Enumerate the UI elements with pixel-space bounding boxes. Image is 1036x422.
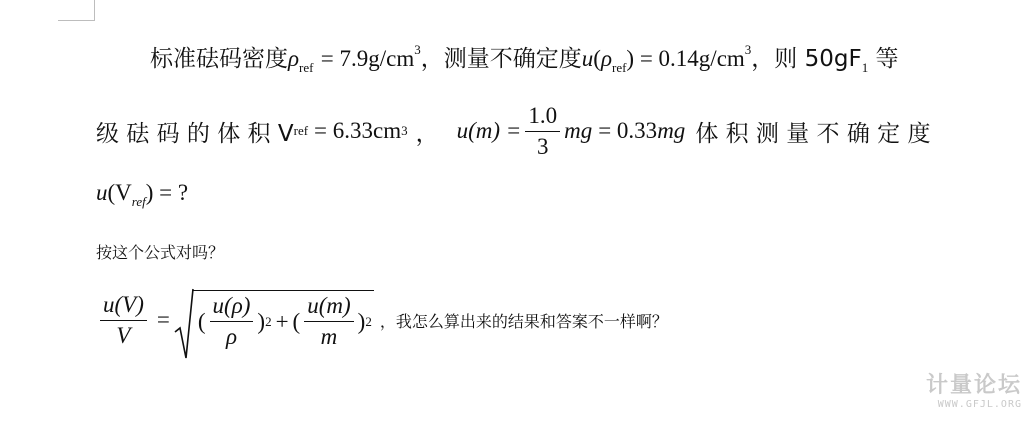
exponent-2: 2 xyxy=(265,313,272,329)
text-comma: ， xyxy=(415,120,439,147)
term1-numerator: u(ρ) xyxy=(210,293,254,322)
plus-sign: + xyxy=(275,308,289,334)
exponent-2-2: 2 xyxy=(365,313,372,329)
fraction-one-third xyxy=(525,103,560,160)
fraction-denominator: 3 xyxy=(536,133,549,159)
text-grade: 等 xyxy=(875,46,899,72)
subscript-ref: ref xyxy=(299,60,314,75)
watermark xyxy=(926,368,1022,410)
symbol-u-2: u xyxy=(96,180,108,205)
value-density: = 7.9g/cm xyxy=(320,46,415,71)
fraction-uV-V xyxy=(100,292,147,349)
radical-sign-icon xyxy=(174,288,194,360)
term1-denominator: ρ xyxy=(225,324,237,349)
text-then-50g: ，则 50gF xyxy=(751,46,862,72)
value-volume: = 6.33cm xyxy=(314,118,402,143)
question-text: 按这个公式对吗？ xyxy=(96,243,225,262)
lhs-numerator: u(V) xyxy=(100,292,147,321)
fraction-numerator: 1.0 xyxy=(525,103,560,132)
formula-line xyxy=(96,284,668,356)
subscript-ref-italic: ref xyxy=(131,194,146,209)
problem-line-1: 标准砝码密度$\rho_{ref} = 7.9g/cm^3$，测量不确定度$u(\rho_{ref}) = 0.14g/cm^3$，则 $50gF_1$ 等 xyxy=(150,42,899,75)
value-uncertainty: ) = 0.14g/cm xyxy=(626,46,745,71)
text-volume-uncertainty: 体 积 测 量 不 确 定 度 xyxy=(695,120,931,147)
term2-numerator: u(m) xyxy=(304,293,353,322)
symbol-rho: ρ xyxy=(288,46,300,71)
lhs-denominator: V xyxy=(116,322,131,348)
expr-u-m: u(m) = xyxy=(456,118,522,143)
text-equals-question: ) = ? xyxy=(145,180,189,205)
superscript-3-2: 3 xyxy=(744,42,752,57)
formula-comment: ，我怎么算出来的结果和答案不一样啊？ xyxy=(379,311,668,331)
term2-denominator: m xyxy=(320,324,338,349)
subscript-1: 1 xyxy=(861,60,869,75)
value-033: = 0.33 xyxy=(598,118,658,143)
symbol-V: (V xyxy=(107,180,132,205)
watermark-url: WWW.GFJL.ORG xyxy=(937,399,1022,410)
fraction-u-m xyxy=(304,293,353,350)
page-corner-mark xyxy=(58,0,95,21)
text-standard-weight-density: 标准砝码密度 xyxy=(150,46,288,72)
symbol-u: u xyxy=(581,46,594,71)
symbol-mg: mg xyxy=(564,118,593,143)
text-measurement-uncertainty: ，测量不确定度 xyxy=(420,46,582,72)
symbol-rho-2: ρ xyxy=(600,46,612,71)
subscript-ref-3: ref xyxy=(293,123,309,138)
symbol-mg-2: mg xyxy=(657,118,686,143)
fraction-u-rho xyxy=(210,293,254,350)
problem-line-3 xyxy=(96,180,188,210)
square-root: ( $\frac{u(\rho)}{\rho}$ ) 2 + ( $\frac{u(m)}{m}$ ) 2 xyxy=(192,290,374,350)
superscript-3: 3 xyxy=(414,42,421,57)
superscript-3-3: 3 xyxy=(401,123,408,138)
watermark-title: 计量论坛 xyxy=(925,373,1022,398)
problem-line-2 xyxy=(96,96,931,166)
text-weight-volume: 级 砝 码 的 体 积 V xyxy=(96,120,294,147)
equals-sign: = xyxy=(156,307,170,332)
subscript-ref-2: ref xyxy=(611,60,627,75)
